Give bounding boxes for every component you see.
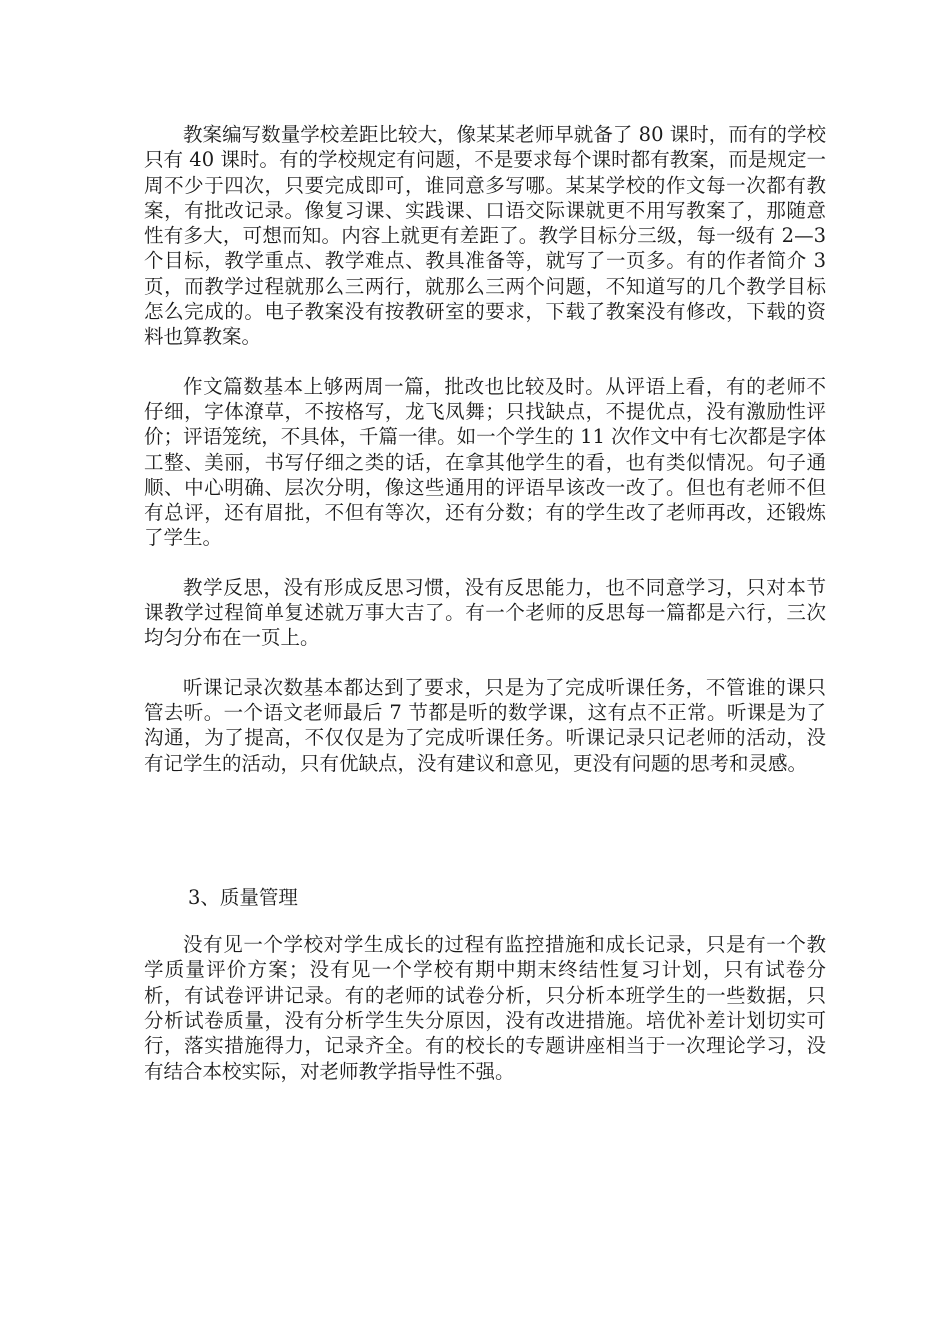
paragraph-lesson-plans: 教案编写数量学校差距比较大，像某某老师早就备了 80 课时，而有的学校只有 40 课时。有的学校规定有问题，不是要求每个课时都有教案，而是规定一周不少于四次，只要完成即可，谁同意多写哪。某某学校的作文每一次都有教案，有批改记录。像复习课、实践课、口语交际课就更不用写教案了，那随意性有多大，可想而知。内容上就更有差距了。教学目标分三级，每一级有 2—3 个目标，教学重点、教学难点、教具准备等，就写了一页多。有的作者简介 3 页，而教学过程就那么三两行，就那么三两个问题，不知道写的几个教学目标怎么完成的。电子教案没有按教研室的要求，下载了教案没有修改，下载的资料也算教案。 [144, 123, 826, 349]
paragraph-teaching-reflection: 教学反思，没有形成反思习惯，没有反思能力，也不同意学习，只对本节课教学过程简单复述就万事大吉了。有一个老师的反思每一篇都是六行，三次均匀分布在一页上。 [144, 575, 826, 650]
heading-spacer [144, 910, 826, 932]
paragraph-lecture-records: 听课记录次数基本都达到了要求，只是为了完成听课任务，不管谁的课只管去听。一个语文老师最后 7 节都是听的数学课，这有点不正常。听课是为了沟通，为了提高，不仅仅是为了完成听课任务。听课记录只记老师的活动，没有记学生的活动，只有优缺点，没有建议和意见，更没有问题的思考和灵感。 [144, 675, 826, 775]
paragraph-compositions: 作文篇数基本上够两周一篇，批改也比较及时。从评语上看，有的老师不仔细，字体潦草，不按格写，龙飞凤舞；只找缺点，不提优点，没有激励性评价；评语笼统，不具体，千篇一律。如一个学生的 11 次作文中有七次都是字体工整、美丽，书写仔细之类的话，在拿其他学生的看，也有类似情况。句子通顺、中心明确、层次分明，像这些通用的评语早该改一改了。但也有老师不但有总评，还有眉批，不但有等次，还有分数；有的学生改了老师再改，还锻炼了学生。 [144, 374, 826, 550]
section-heading: 3、质量管理 [188, 885, 298, 909]
section-spacer [144, 776, 826, 885]
paragraph-spacer [144, 551, 826, 575]
paragraph-quality-management: 没有见一个学校对学生成长的过程有监控措施和成长记录，只是有一个教学质量评价方案；没有见一个学校有期中期末终结性复习计划，只有试卷分析，有试卷评讲记录。有的老师的试卷分析，只分析本班学生的一些数据，只分析试卷质量，没有分析学生失分原因，没有改进措施。培优补差计划切实可行，落实措施得力，记录齐全。有的校长的专题讲座相当于一次理论学习，没有结合本校实际，对老师教学指导性不强。 [144, 933, 826, 1083]
paragraph-spacer [144, 651, 826, 675]
paragraph-spacer [144, 350, 826, 374]
document-page [144, 122, 826, 1084]
